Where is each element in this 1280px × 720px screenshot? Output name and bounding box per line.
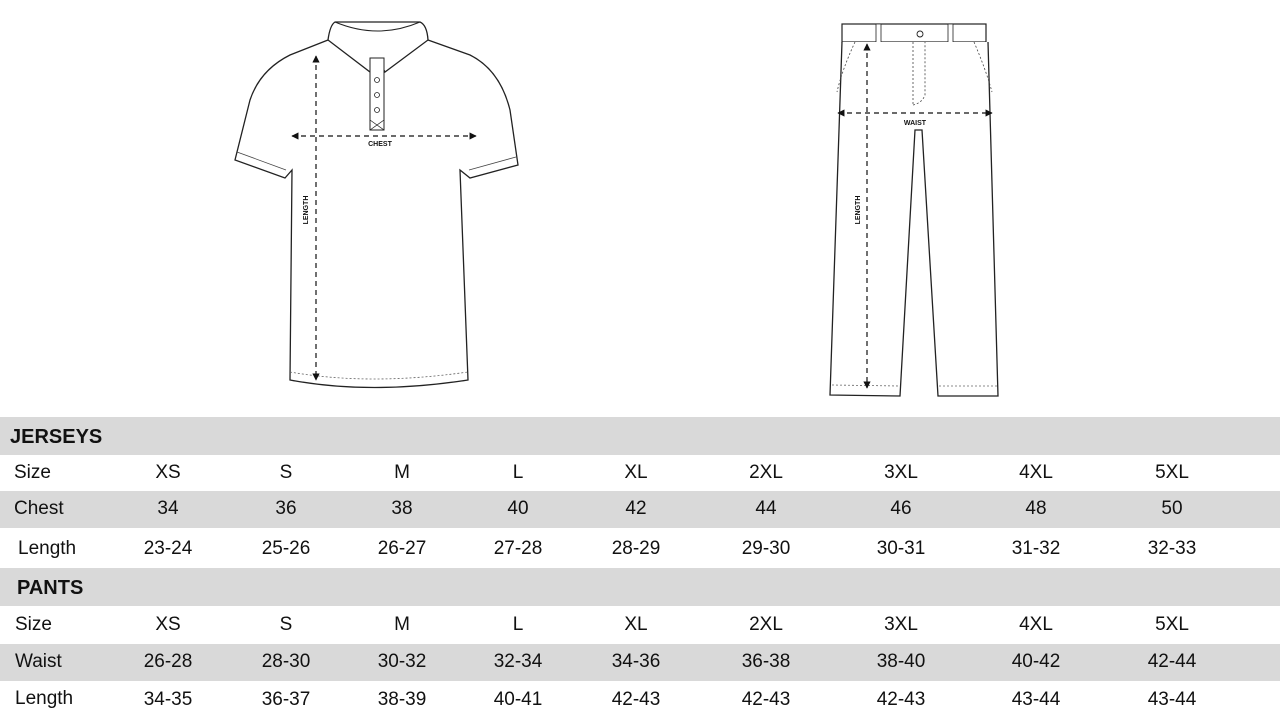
pants-waist-cell: 34-36 <box>611 651 661 672</box>
jersey-chest-cell: 42 <box>625 498 647 519</box>
jersey-size-cell: L <box>512 462 524 483</box>
pants-length-cell: 42-43 <box>876 689 926 710</box>
pants-size-label: Size <box>15 614 52 635</box>
pants-waist-cell: 28-30 <box>261 651 311 672</box>
pants-size-cell: 2XL <box>749 614 783 635</box>
jerseys-chest-label: Chest <box>14 498 64 519</box>
jersey-length-cell: 27-28 <box>493 538 543 559</box>
jersey-chest-cell: 44 <box>755 498 777 519</box>
jerseys-size-label: Size <box>14 462 51 483</box>
jersey-size-cell: 5XL <box>1155 462 1189 483</box>
pants-waist-cell: 40-42 <box>1011 651 1061 672</box>
pants-size-cell: L <box>512 614 524 635</box>
pants-length-cell: 34-35 <box>143 689 193 710</box>
pants-length-cell: 42-43 <box>611 689 661 710</box>
jersey-size-cell: 4XL <box>1019 462 1053 483</box>
pants-waist-label: Waist <box>15 651 62 672</box>
pants-length-cell: 43-44 <box>1011 689 1061 710</box>
jersey-size-cell: XL <box>624 462 648 483</box>
jerseys-length-label: Length <box>18 538 77 559</box>
jersey-length-cell: 28-29 <box>611 538 661 559</box>
pants-waist-cell: 38-40 <box>876 651 926 672</box>
jersey-length-cell: 32-33 <box>1147 538 1197 559</box>
jersey-length-cell: 23-24 <box>143 538 193 559</box>
pants-length-cell: 40-41 <box>493 689 543 710</box>
jersey-chest-cell: 48 <box>1025 498 1047 519</box>
jersey-outline-illustration <box>220 0 540 410</box>
jersey-length-cell: 25-26 <box>261 538 311 559</box>
pants-length-label: Length <box>15 688 74 709</box>
jersey-chest-cell: 46 <box>890 498 912 519</box>
jersey-size-cell: 2XL <box>749 462 783 483</box>
jersey-size-cell: M <box>394 462 410 483</box>
pants-size-cell: M <box>394 614 410 635</box>
jersey-length-cell: 29-30 <box>741 538 791 559</box>
pants-waist-cell: 30-32 <box>377 651 427 672</box>
jerseys-header-band <box>0 417 1280 455</box>
pants-size-cell: S <box>279 614 293 635</box>
jersey-length-cell: 30-31 <box>876 538 926 559</box>
jersey-size-cell: S <box>279 462 293 483</box>
pants-size-cell: XL <box>624 614 648 635</box>
pants-length-cell: 38-39 <box>377 689 427 710</box>
jersey-chest-cell: 40 <box>507 498 529 519</box>
pants-waist-cell: 26-28 <box>143 651 193 672</box>
jersey-chest-cell: 50 <box>1161 498 1183 519</box>
pants-title: PANTS <box>17 577 84 599</box>
pants-waist-cell: 42-44 <box>1147 651 1197 672</box>
chest-measure-label: CHEST <box>368 141 392 148</box>
jersey-length-measure-label: LENGTH <box>303 195 310 225</box>
pants-waist-cell: 36-38 <box>741 651 791 672</box>
jersey-diagram <box>220 0 540 410</box>
pants-length-measure-label: LENGTH <box>855 195 862 225</box>
pants-length-cell: 36-37 <box>261 689 311 710</box>
jersey-size-cell: 3XL <box>884 462 918 483</box>
pants-waist-cell: 32-34 <box>493 651 543 672</box>
jersey-chest-cell: 36 <box>275 498 297 519</box>
jersey-size-cell: XS <box>155 462 181 483</box>
pants-diagram <box>800 0 1030 410</box>
pants-size-cell: 4XL <box>1019 614 1053 635</box>
pants-length-cell: 43-44 <box>1147 689 1197 710</box>
pants-length-cell: 42-43 <box>741 689 791 710</box>
jersey-chest-cell: 38 <box>391 498 413 519</box>
jersey-chest-cell: 34 <box>157 498 179 519</box>
pants-size-cell: 3XL <box>884 614 918 635</box>
waist-measure-label: WAIST <box>903 120 927 127</box>
pants-header-band <box>0 568 1280 606</box>
pants-outline-illustration <box>800 0 1030 410</box>
pants-size-cell: XS <box>155 614 181 635</box>
jersey-length-cell: 31-32 <box>1011 538 1061 559</box>
pants-size-cell: 5XL <box>1155 614 1189 635</box>
jerseys-title: JERSEYS <box>10 426 103 448</box>
jersey-length-cell: 26-27 <box>377 538 427 559</box>
